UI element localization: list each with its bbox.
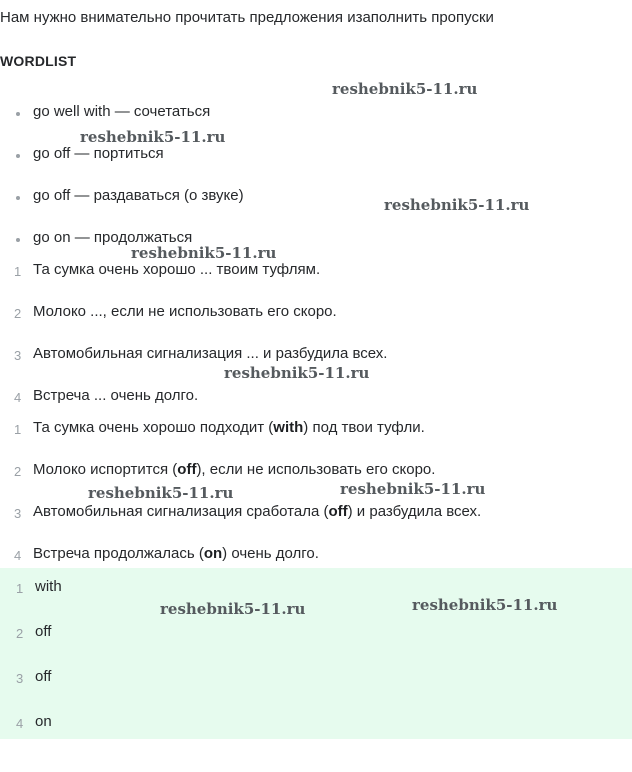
answer-word: off [328, 503, 348, 520]
answer-word: on [203, 545, 223, 562]
bullet-icon [16, 154, 20, 158]
watermark: reshebnik5-11.ru [332, 80, 478, 98]
intro-text: Нам нужно внимательно прочитать предложения изаполнить пропуски [0, 9, 494, 26]
watermark: reshebnik5-11.ru [160, 600, 306, 618]
watermark: reshebnik5-11.ru [88, 484, 234, 502]
bullet-icon [16, 196, 20, 200]
answer-word: with [273, 419, 304, 436]
answer-word: off [177, 461, 197, 478]
watermark: reshebnik5-11.ru [131, 244, 277, 262]
watermark: reshebnik5-11.ru [412, 596, 558, 614]
answers-panel: 1 with 2 off 3 off 4 on [0, 568, 632, 739]
bullet-icon [16, 238, 20, 242]
watermark: reshebnik5-11.ru [340, 480, 486, 498]
wordlist-heading: WORDLIST [0, 53, 77, 69]
watermark: reshebnik5-11.ru [80, 128, 226, 146]
watermark: reshebnik5-11.ru [384, 196, 530, 214]
bullet-icon [16, 112, 20, 116]
watermark: reshebnik5-11.ru [224, 364, 370, 382]
